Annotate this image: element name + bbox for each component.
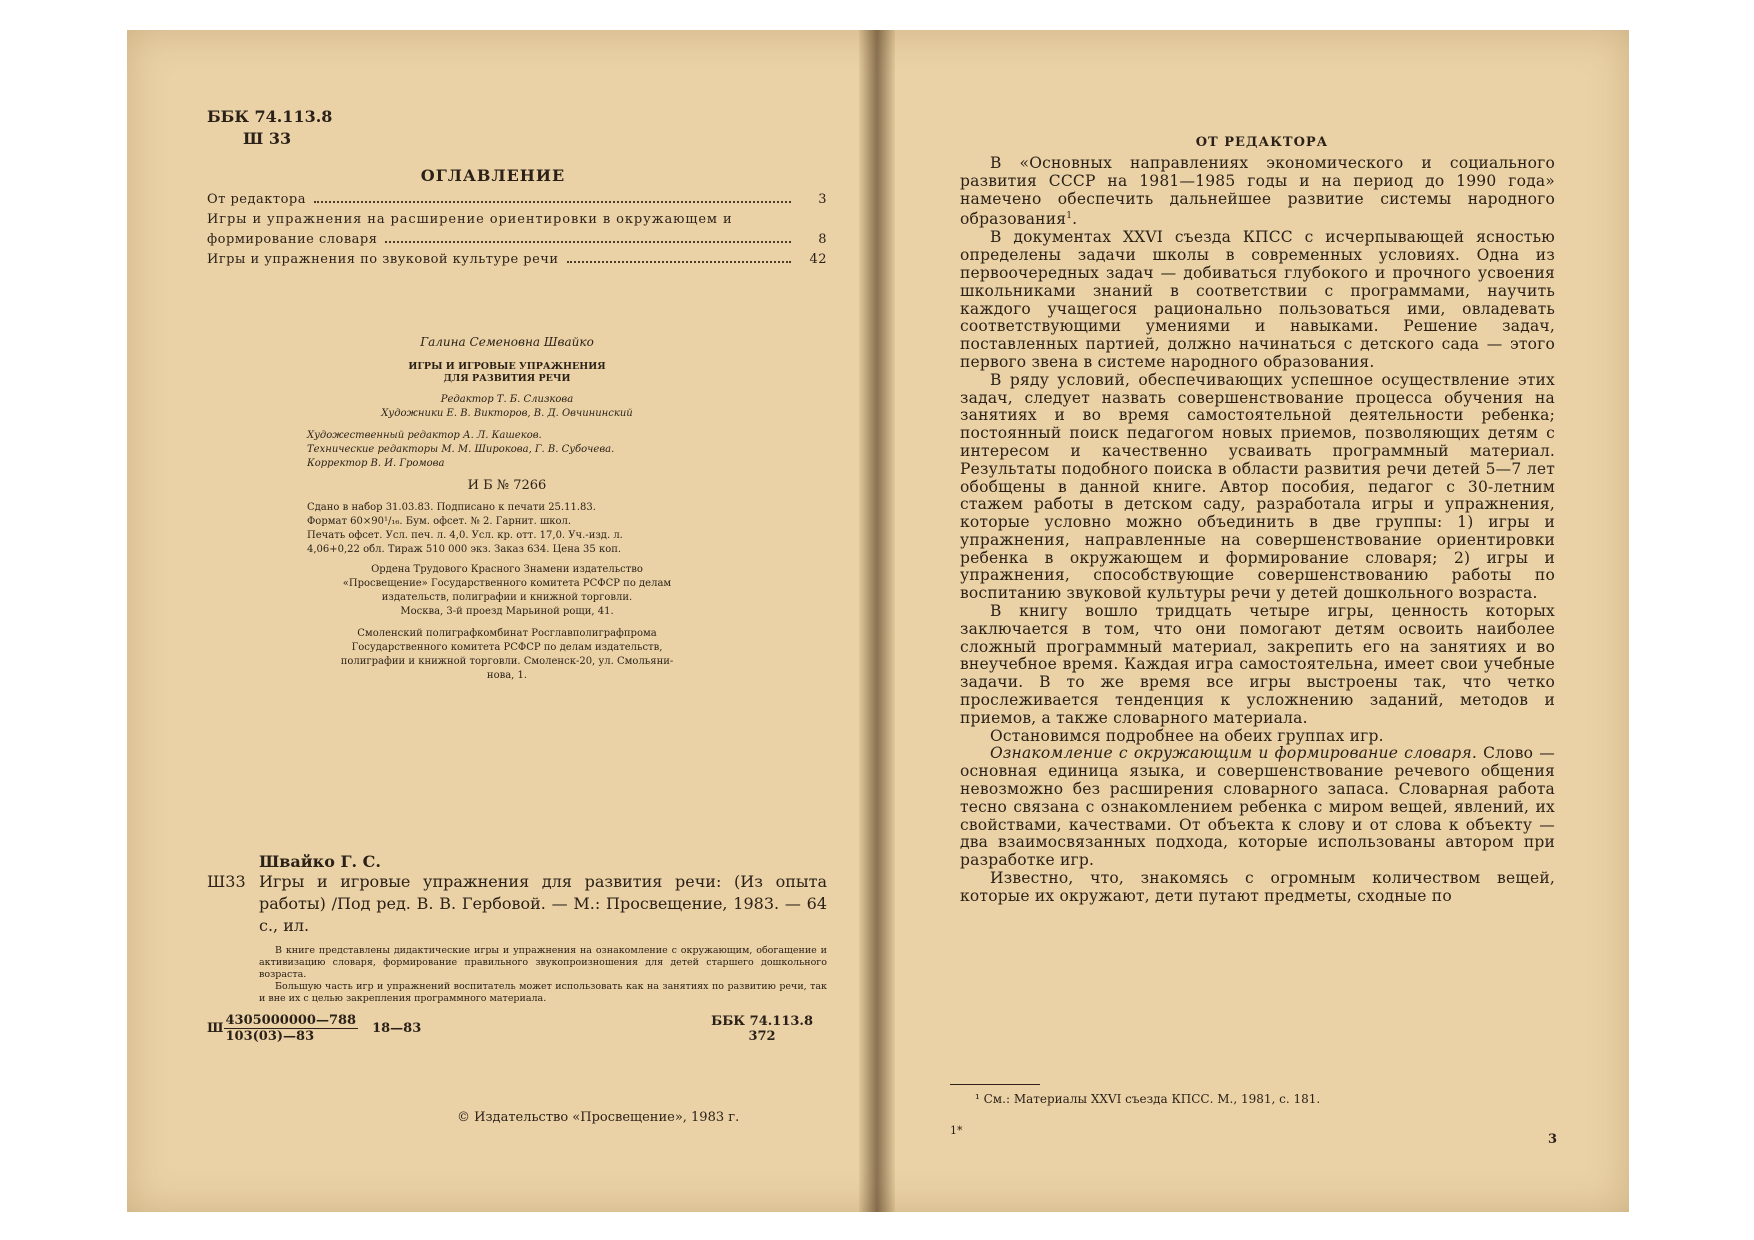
paragraph-text: Слово — основная единица языка, и совершенствование речевого общения невозможно без расширения словарного запаса. Словарная работа тесно связана с ознакомлением ребенка с миром вещей, явлений, их свойствами, качествами. От объекта к слову и от слова к объекту — два взаимосвязанных подхода, которые использованы автором при разработке игр. <box>960 744 1555 870</box>
fraction-denominator: 103(03)—83 <box>225 1029 315 1044</box>
imprint-printing-line: 4,06+0,22 обл. Тираж 510 000 экз. Заказ 634. Цена 35 коп. <box>307 544 622 555</box>
left-page <box>127 30 859 1212</box>
toc-leader-dots <box>567 261 791 263</box>
imprint-editor: Редактор Т. Б. Слизкова <box>440 394 574 405</box>
catalog-fraction <box>224 1013 359 1044</box>
imprint-printing-line: Сдано в набор 31.03.83. Подписано к печати 25.11.83. <box>307 502 596 513</box>
toc-item-title: От редактора <box>207 192 306 207</box>
toc-leader-dots <box>314 201 791 203</box>
fraction-prefix: Ш <box>207 1021 224 1036</box>
imprint-publisher-line: «Просвещение» Государственного комитета РСФСР по делам <box>342 578 672 589</box>
catalog-bbk-number: 372 <box>748 1028 776 1044</box>
imprint-printer <box>307 627 707 683</box>
catalog-card <box>207 852 827 1044</box>
imprint-printing-line: Формат 60×90¹/₁₆. Бум. офсет. № 2. Гарнит. школ. <box>307 516 572 527</box>
table-of-contents <box>207 192 827 272</box>
imprint-printing-line: Печать офсет. Усл. печ. л. 4,0. Усл. кр. отт. 17,0. Уч.-изд. л. <box>307 530 623 541</box>
imprint-proofreader: Корректор В. И. Громова <box>307 458 445 469</box>
paragraph <box>960 745 1555 870</box>
fraction-numerator: 4305000000—788 <box>225 1013 357 1028</box>
imprint-ib-number: И Б № 7266 <box>467 478 547 493</box>
paragraph-italic-lead: Ознакомление с окружающим и формирование словаря. <box>990 744 1478 763</box>
imprint-title-line1: ИГРЫ И ИГРОВЫЕ УПРАЖНЕНИЯ <box>408 361 606 372</box>
toc-leader-dots <box>385 241 791 243</box>
catalog-description: Игры и игровые упражнения для развития речи: (Из опыта работы) /Под ред. В. В. Гербовой. — М.: Просвещение, 1983. — 64 с., ил. <box>259 872 827 935</box>
catalog-annotation-1: В книге представлены дидактические игры и упражнения на ознакомление с окружающим, обогащение и активизацию словаря, формирование правильного звукопроизношения для детей старшего дошкольного возраста. <box>259 945 827 980</box>
paragraph: В ряду условий, обеспечивающих успешное осуществление этих задач, следует назвать совершенствование процесса обучения на занятиях и во время самостоятельной деятельности ребенка; постоянный поиск педагогом новых приемов, позволяющих детям с интересом и качественно усваивать программный материал. Результаты подобного поиска в области развития речи детей 5—7 лет обобщены в данной книге. Автор пособия, педагог с 30-летним стажем работы в детском саду, разработала игры и упражнения, которые условно можно объединить в две группы: 1) игры и упражнения, направленные на совершенствование ориентировки ребенка в окружающем и формирование словаря; 2) игры и упражнения, способствующие совершенствованию работы по воспитанию звуковой культуры речи у детей дошкольного возраста. <box>960 370 1555 603</box>
imprint-tech-editors: Технические редакторы М. М. Широкова, Г. В. Субочева. <box>307 444 615 455</box>
footnote: ¹ См.: Материалы XXVI съезда КПСС. М., 1981, с. 181. <box>975 1092 1321 1106</box>
toc-item-page: 3 <box>818 192 827 207</box>
catalog-bbk: ББК 74.113.8 <box>711 1013 813 1029</box>
catalog-author: Швайко Г. С. <box>259 852 381 871</box>
imprint-printer-line: нова, 1. <box>486 670 528 681</box>
toc-item-title: Игры и упражнения на расширение ориентировки в окружающем и <box>207 212 733 227</box>
catalog-bbk-block <box>711 1014 813 1044</box>
imprint-publisher-line: Ордена Трудового Красного Знамени издательство <box>371 564 643 575</box>
imprint-printer-line: полиграфии и книжной торговли. Смоленск-20, ул. Смольяни- <box>340 656 674 667</box>
section-heading: ОТ РЕДАКТОРА <box>1195 135 1329 150</box>
toc-item-title: Игры и упражнения по звуковой культуре речи <box>207 252 559 267</box>
bbk-index: Ш 33 <box>243 129 292 148</box>
imprint-author: Галина Семеновна Швайко <box>420 335 594 349</box>
toc-item <box>207 212 827 232</box>
imprint-block <box>307 335 707 683</box>
paragraph: В документах XXVI съезда КПСС с исчерпывающей ясностью определены задачи школы в современных условиях. Одна из первоочередных задач — добиваться глубокого и прочного усвоения школьниками знаний в соответствии с программами, научить каждого учащегося рационально пользоваться ими, овладевать соответствующими умениями и навыками. Решение задач, поставленных партией, должно начинаться с детского сада — этого первого звена в системе народного образования. <box>960 228 1555 371</box>
toc-item <box>207 232 827 252</box>
imprint-printing <box>307 501 707 557</box>
paragraph: В книгу вошло тридцать четыре игры, ценность которых заключается в том, что они помогают детям освоить наиболее сложный программный материал, закрепить его на занятиях и во внеучебное время. Каждая игра самостоятельна, имеет свои учебные задачи. В то же время все игры выстроены так, что четко прослеживается тенденция к усложнению заданий, методов и приемов, а также словарного материала. <box>960 602 1555 727</box>
footnote-rule <box>950 1084 1040 1085</box>
catalog-code: Ш33 <box>207 872 246 891</box>
imprint-printer-line: Смоленский полиграфкомбинат Росглавполиграфпрома <box>357 628 657 639</box>
imprint-printer-line: Государственного комитета РСФСР по делам издательств, <box>351 642 663 653</box>
toc-item-title: формирование словаря <box>207 232 378 247</box>
catalog-main <box>207 871 827 937</box>
fraction-suffix: 18—83 <box>372 1021 422 1036</box>
imprint-art-editor: Художественный редактор А. Л. Кашеков. <box>307 430 542 441</box>
imprint-artists: Художники Е. В. Викторов, В. Д. Овчининский <box>381 408 633 419</box>
paragraph: Известно, что, знакомясь с огромным количеством вещей, которые их окружают, дети путают предметы, сходные по <box>960 869 1555 905</box>
right-page <box>895 30 1629 1212</box>
catalog-fraction-row <box>207 1013 827 1044</box>
imprint-publisher <box>307 563 707 619</box>
paragraph: Остановимся подробнее на обеих группах игр. <box>990 726 1384 745</box>
paragraph-tail: . <box>1072 210 1078 229</box>
imprint-publisher-line: издательств, полиграфии и книжной торговли. <box>381 592 633 603</box>
bbk-code: ББК 74.113.8 <box>207 107 333 126</box>
toc-item <box>207 192 827 212</box>
imprint-title-line2: ДЛЯ РАЗВИТИЯ РЕЧИ <box>443 373 571 384</box>
toc-item <box>207 252 827 272</box>
toc-title: ОГЛАВЛЕНИЕ <box>420 166 566 185</box>
footnote-ref: 1 <box>1066 211 1073 222</box>
toc-item-page: 42 <box>809 252 827 267</box>
paragraph <box>960 155 1555 229</box>
book-spread <box>127 30 1629 1212</box>
book-gutter <box>859 30 895 1212</box>
toc-item-page: 8 <box>818 232 827 247</box>
copyright: © Издательство «Просвещение», 1983 г. <box>457 1110 740 1125</box>
imprint-publisher-line: Москва, 3-й проезд Марьиной рощи, 41. <box>400 606 614 617</box>
bbk-block <box>207 106 332 150</box>
body-text <box>960 155 1555 906</box>
page-number: 3 <box>1548 1132 1558 1147</box>
paragraph-text: В «Основных направлениях экономического и социального развития СССР на 1981—1985 годы и на период до 1990 года» намечено обеспечить дальнейшее развитие системы народного образования <box>960 154 1555 229</box>
catalog-annotation-2: Большую часть игр и упражнений воспитатель может использовать как на занятиях по развитию речи, так и вне их с целью закрепления программного материала. <box>259 981 827 1004</box>
signature-mark: 1* <box>950 1124 963 1137</box>
